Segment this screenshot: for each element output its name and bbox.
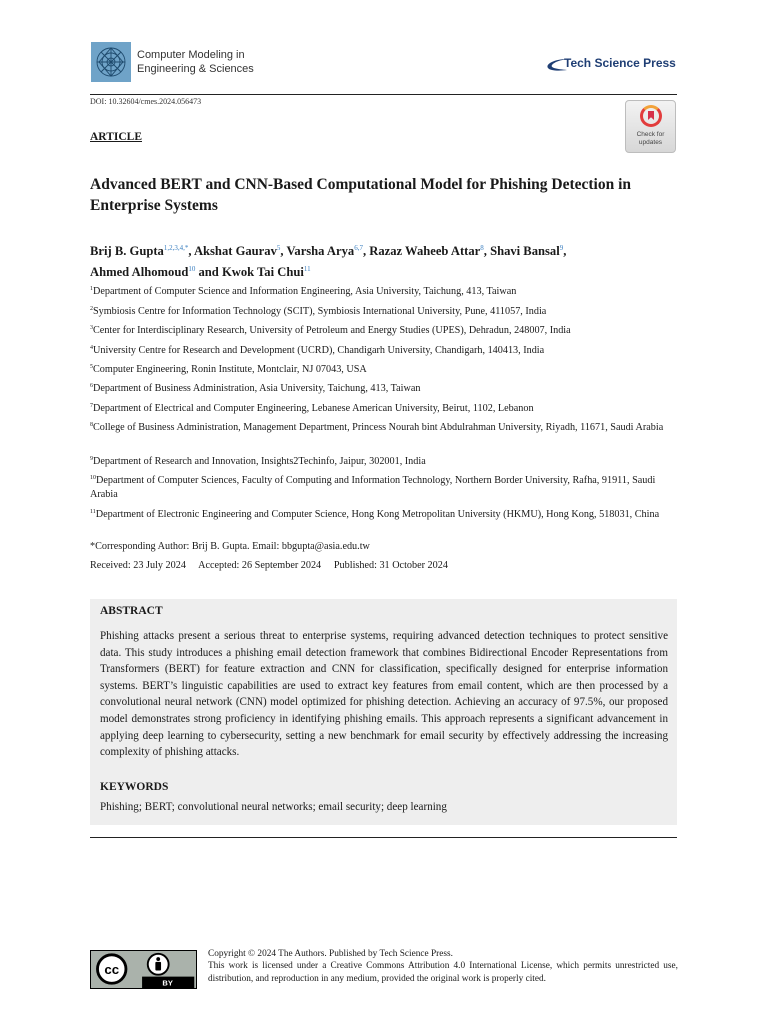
affiliation-item [90,303,675,319]
section-divider [90,837,677,838]
affiliation-number: 6 [90,383,93,389]
affiliation-text: Department of Electrical and Computer Engineering, Lebanese American University, Beirut, 1102, Lebanon [93,403,534,414]
by-label: BY [162,978,173,988]
affiliation-text: Computer Engineering, Ronin Institute, Montclair, NJ 07043, USA [93,364,367,375]
accepted-date: Accepted: 26 September 2024 [198,560,322,571]
header-divider [90,94,677,95]
received-date: Received: 23 July 2024 [90,560,186,571]
publisher-logo [545,54,681,76]
affiliation-item [90,453,675,469]
affiliation-text: Center for Interdisciplinary Research, University of Petroleum and Energy Studies (UPES), Dehradun, 248007, India [93,325,571,336]
check-updates-line2: updates [638,138,663,146]
author-name: Brij B. Gupta [90,244,164,258]
author-name: Shavi Bansal [490,244,560,258]
author-affiliation-marker[interactable]: 9 [559,244,564,252]
affiliation-number: 10 [90,475,96,481]
affiliation-item [90,283,675,299]
affiliation-number: 8 [90,422,93,428]
affiliation-number: 1 [90,286,93,292]
affiliation-text: Symbiosis Centre for Information Technology (SCIT), Symbiosis International University, Pune, 411057, India [93,306,547,317]
author-affiliation-marker[interactable]: 8 [480,244,484,252]
affiliation-number: 3 [90,325,93,331]
abstract-heading: ABSTRACT [100,605,163,617]
affiliation-text: University Centre for Research and Development (UCRD), Chandigarh University, Chandigarh, 140413, India [93,345,545,356]
publisher-name: Tech Science Press [564,56,676,70]
author-name: Varsha Arya [286,244,355,258]
author-affiliation-marker[interactable]: 1,2,3,4,* [163,244,189,252]
journal-name-line1: Computer Modeling in [137,49,245,61]
affiliation-item [90,506,675,522]
affiliation-item [90,419,675,435]
abstract-text: Phishing attacks present a serious threat to enterprise systems, requiring advanced detection techniques to protect sensitive data. This study introduces a phishing email detection framework that combines Bidirectional Encoder Representations from Transformers (BERT) for feature extraction and CNN for classification, specifically designed for enterprise information systems. BERT’s linguistic capabilities are used to extract key features from email content, which are then processed by a convolutional neural network (CNN) model optimized for phishing detection. Achieving an accuracy of 97.5%, our proposed model demonstrates strong proficiency in identifying phishing emails. This approach represents a significant advancement in applying deep learning to cybersecurity, setting a new benchmark for email security by effectively addressing the increasing complexity of phishing attacks. [100,630,668,759]
author-affiliation-marker[interactable]: 5 [276,244,281,252]
paper-title: Advanced BERT and CNN-Based Computational Model for Phishing Detection in Enterprise Systems [90,176,632,214]
affiliation-item [90,361,675,377]
affiliation-number: 9 [90,456,93,462]
affiliation-text: Department of Research and Innovation, Insights2Techinfo, Jaipur, 302001, India [93,456,426,467]
affiliation-text: College of Business Administration, Management Department, Princess Nourah bint Abdulrahman University, Riyadh, 11671, Saudi Arabia [93,422,664,433]
affiliation-item [90,322,675,338]
check-for-updates-button[interactable] [625,100,676,153]
journal-name-line2: Engineering & Sciences [137,63,254,75]
published-date: Published: 31 October 2024 [333,560,448,571]
affiliation-number: 7 [90,403,93,409]
cc-by-license-badge[interactable] [90,950,197,989]
attribution-person-icon [156,957,160,961]
author-name: Kwok Tai Chui [221,265,304,279]
corresponding-author: *Corresponding Author: Brij B. Gupta. Email: bbgupta@asia.edu.tw [90,541,370,552]
affiliation-item [90,380,675,396]
cc-icon: cc [104,961,120,977]
affiliation-number: 11 [90,509,96,515]
journal-name [137,48,254,76]
author-list: Brij B. Gupta$^{1,2,3,4,*}$, Akshat Gaurav$^5$, Varsha Arya$^{6,7}$, Razaz Waheeb Attar$^8$, Shavi Bansal$^9$, Ahmed Alhomoud$^{10}$ and Kwok Tai Chui$^{11}$ [90,244,567,279]
affiliation-number: 4 [90,345,93,351]
license-text: This work is licensed under a Creative Commons Attribution 4.0 International License, which permits unrestricted use, distribution, and reproduction in any medium, provided the original work is properly cited. [208,961,678,984]
affiliation-item [90,342,675,358]
author-affiliation-marker[interactable]: 10 [188,265,196,273]
affiliation-text: Department of Business Administration, Asia University, Taichung, 413, Taiwan [93,383,421,394]
affiliation-item [90,400,675,416]
publication-dates [90,560,448,571]
check-updates-line1: Check for [636,131,665,138]
author-name: Akshat Gaurav [193,244,277,258]
affiliation-item [90,472,675,501]
doi[interactable]: DOI: 10.32604/cmes.2024.056473 [90,97,202,106]
copyright-notice [208,948,678,985]
author-name: Razaz Waheeb Attar [369,244,481,258]
affiliation-text: Department of Computer Sciences, Faculty of Computing and Information Technology, Northern Border University, Rafha, 91911, Saudi Arabia [90,475,656,500]
check-updates-icon [640,105,662,127]
copyright-text: Copyright © 2024 The Authors. Published by Tech Science Press. [208,949,453,959]
author-affiliation-marker[interactable]: 6,7 [354,244,363,252]
author-affiliation-marker[interactable]: 11 [303,265,311,273]
affiliation-number: 5 [90,364,93,370]
author-name: Ahmed Alhomoud [90,265,189,279]
keywords-heading: KEYWORDS [100,781,169,793]
journal-logo [91,42,131,82]
affiliation-text: Department of Computer Science and Information Engineering, Asia University, Taichung, 413, Taiwan [93,286,517,297]
article-type-label: ARTICLE [90,131,142,143]
affiliation-number: 2 [90,306,93,312]
affiliation-text: Department of Electronic Engineering and Computer Science, Hong Kong Metropolitan University (HKMU), Hong Kong, 518031, China [95,509,660,520]
keywords-text: Phishing; BERT; convolutional neural networks; email security; deep learning [100,801,447,813]
